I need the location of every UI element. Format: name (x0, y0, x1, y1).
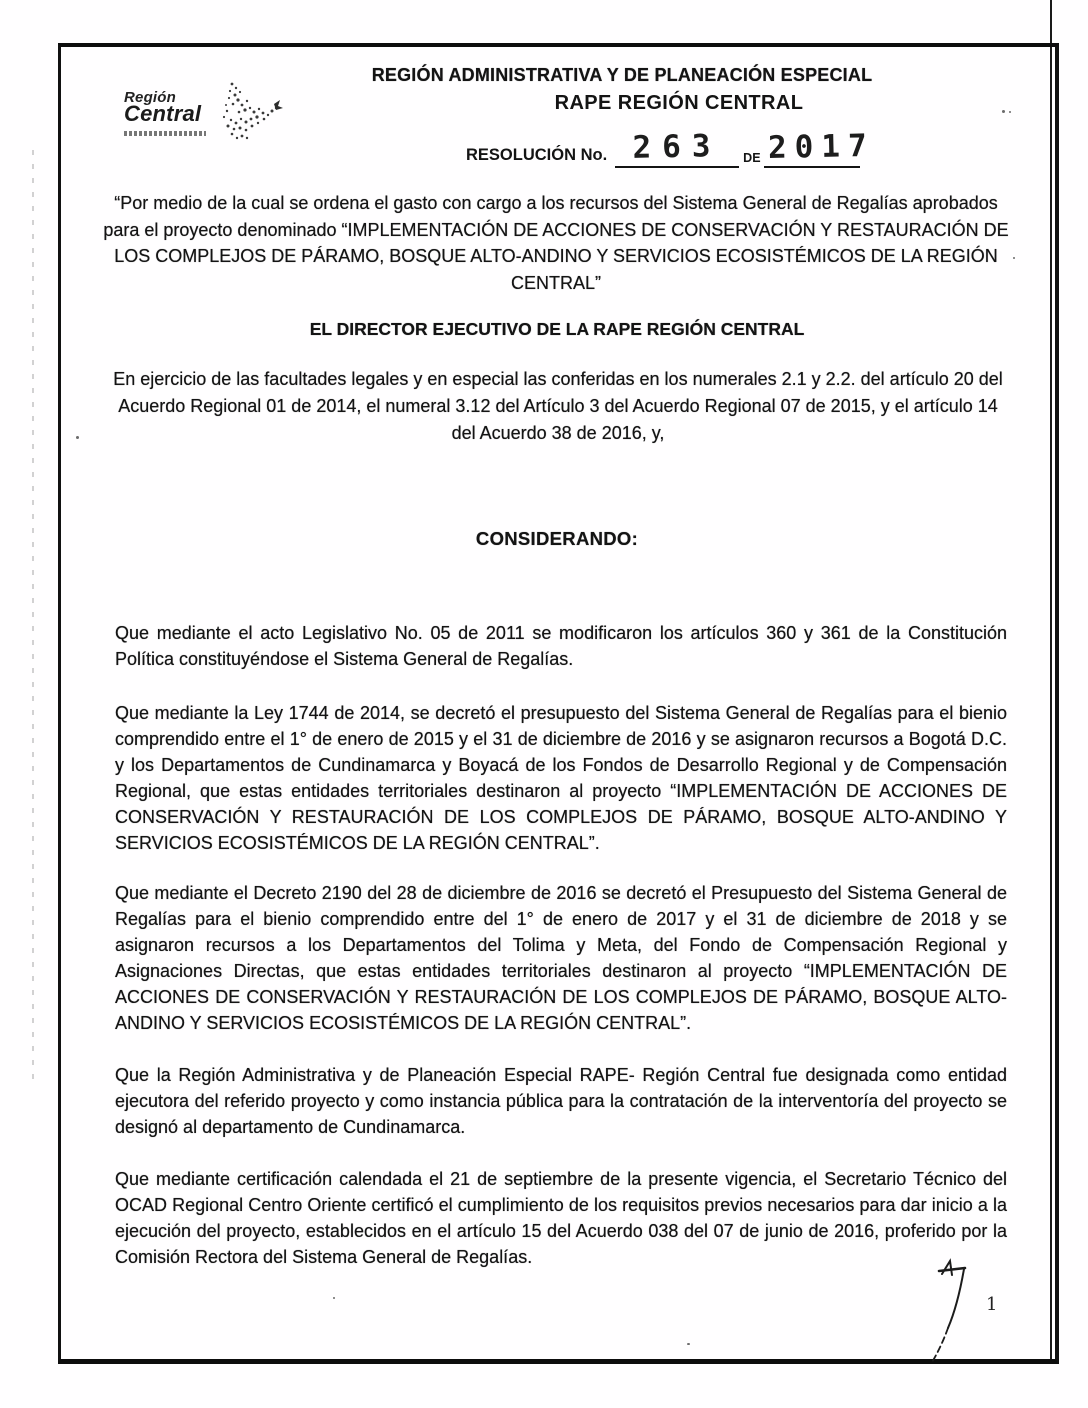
resolution-year-stamp: 2017 (767, 127, 875, 167)
resolution-number-blank (615, 122, 739, 168)
resolution-subject: “Por medio de la cual se ordena el gasto con cargo a los recursos del Sistema General de Regalías aprobados para el proyecto denominado “IMPLEMENTACIÓN DE ACCIONES DE CONSERVACIÓN Y RESTAURACIÓN DE LOS COMPLEJOS DE PÁRAMO, BOSQUE ALTO-ANDINO Y SERVICIOS ECOSISTÉMICOS DE LA REGIÓN CENTRAL” (103, 193, 1009, 293)
logo-word-central: Central (124, 101, 202, 126)
dust-speck (333, 1297, 335, 1299)
recital-paragraph-4: Que la Región Administrativa y de Planeación Especial RAPE- Región Central fue designada como entidad ejecutora del referido proyecto y como instancia pública para la contratación de la interventoría del proyecto se designó al departamento de Cundinamarca. (115, 1065, 1007, 1137)
logo-tagline (124, 131, 206, 136)
page-number: 1 (986, 1294, 998, 1315)
considerando-heading: CONSIDERANDO: (475, 528, 639, 549)
dust-speck (76, 436, 79, 439)
resolution-de-label: DE (743, 151, 761, 165)
handwritten-check-mark (912, 1256, 984, 1368)
director-heading: EL DIRECTOR EJECUTIVO DE LA RAPE REGIÓN CENTRAL (309, 319, 805, 339)
org-name-line1: REGIÓN ADMINISTRATIVA Y DE PLANEACIÓN ESPECIAL (371, 65, 873, 85)
resolution-number-stamp: 263 (632, 128, 723, 166)
region-map-stipple-icon (202, 78, 286, 158)
resolution-label: RESOLUCIÓN No. (466, 146, 608, 164)
logo-wordmark (124, 90, 206, 136)
resolution-number-row (466, 122, 875, 168)
dust-speck (687, 1343, 690, 1345)
recital-paragraph-2: Que mediante la Ley 1744 de 2014, se decretó el presupuesto del Sistema General de Regalías para el bienio comprendido entre el 1° de enero de 2015 y el 31 de diciembre de 2016 y se asignaron recursos a Bogotá D.C. y los Departamentos de Cundinamarca y Boyacá de los Fondos de Desarrollo Regional y de Compensación Regional, que estas entidades territoriales destinaron al proyecto “IMPLEMENTACIÓN DE ACCIONES DE CONSERVACIÓN Y RESTAURACIÓN DE LOS COMPLEJOS DE PÁRAMO, BOSQUE ALTO-ANDINO Y SERVICIOS ECOSISTÉMICOS DE LA REGIÓN CENTRAL”. (115, 703, 1007, 853)
region-central-logo (124, 84, 284, 162)
resolution-year-blank (764, 122, 875, 168)
logo-word-region: Región (124, 89, 177, 106)
scan-left-artifact (32, 150, 34, 1080)
recital-paragraph-5: Que mediante certificación calendada el 21 de septiembre de la presente vigencia, el Secretario Técnico del OCAD Regional Centro Oriente certificó el cumplimiento de los requisitos previos necesarios para dar inicio a la ejecución del proyecto, establecidos en el artículo 15 del Acuerdo 038 del 07 de junio de 2016, proferido por la Comisión Rectora del Sistema General de Regalías. (115, 1169, 1007, 1267)
faculties-paragraph: En ejercicio de las facultades legales y en especial las conferidas en los numerales 2.1 y 2.2. del artículo 20 del Acuerdo Regional 01 de 2014, el numeral 3.12 del Artículo 3 del Acuerdo Regional 07 de 2015, y el artículo 14 del Acuerdo 38 de 2016, y, (113, 369, 1003, 443)
recital-paragraph-3: Que mediante el Decreto 2190 del 28 de diciembre de 2016 se decretó el Presupuesto del Sistema General de Regalías para el bienio comprendido entre del 1° de enero de 2017 y el 31 de diciembre de 2018 y se asignaron recursos a los Departamentos del Tolima y Meta, del Fondo de Compensación Regional y Asignaciones Directas, que estas entidades territoriales destinaron al proyecto “IMPLEMENTACIÓN DE ACCIONES DE CONSERVACIÓN Y RESTAURACIÓN DE LOS COMPLEJOS DE PÁRAMO, BOSQUE ALTO-ANDINO Y SERVICIOS ECOSISTÉMICOS DE LA REGIÓN CENTRAL”. (115, 883, 1007, 1033)
recital-paragraph-1: Que mediante el acto Legislativo No. 05 de 2011 se modificaron los artículos 360 y 361 de la Constitución Política constituyéndose el Sistema General de Regalías. (115, 623, 1007, 669)
org-name-line2: RAPE REGIÓN CENTRAL (554, 92, 804, 114)
